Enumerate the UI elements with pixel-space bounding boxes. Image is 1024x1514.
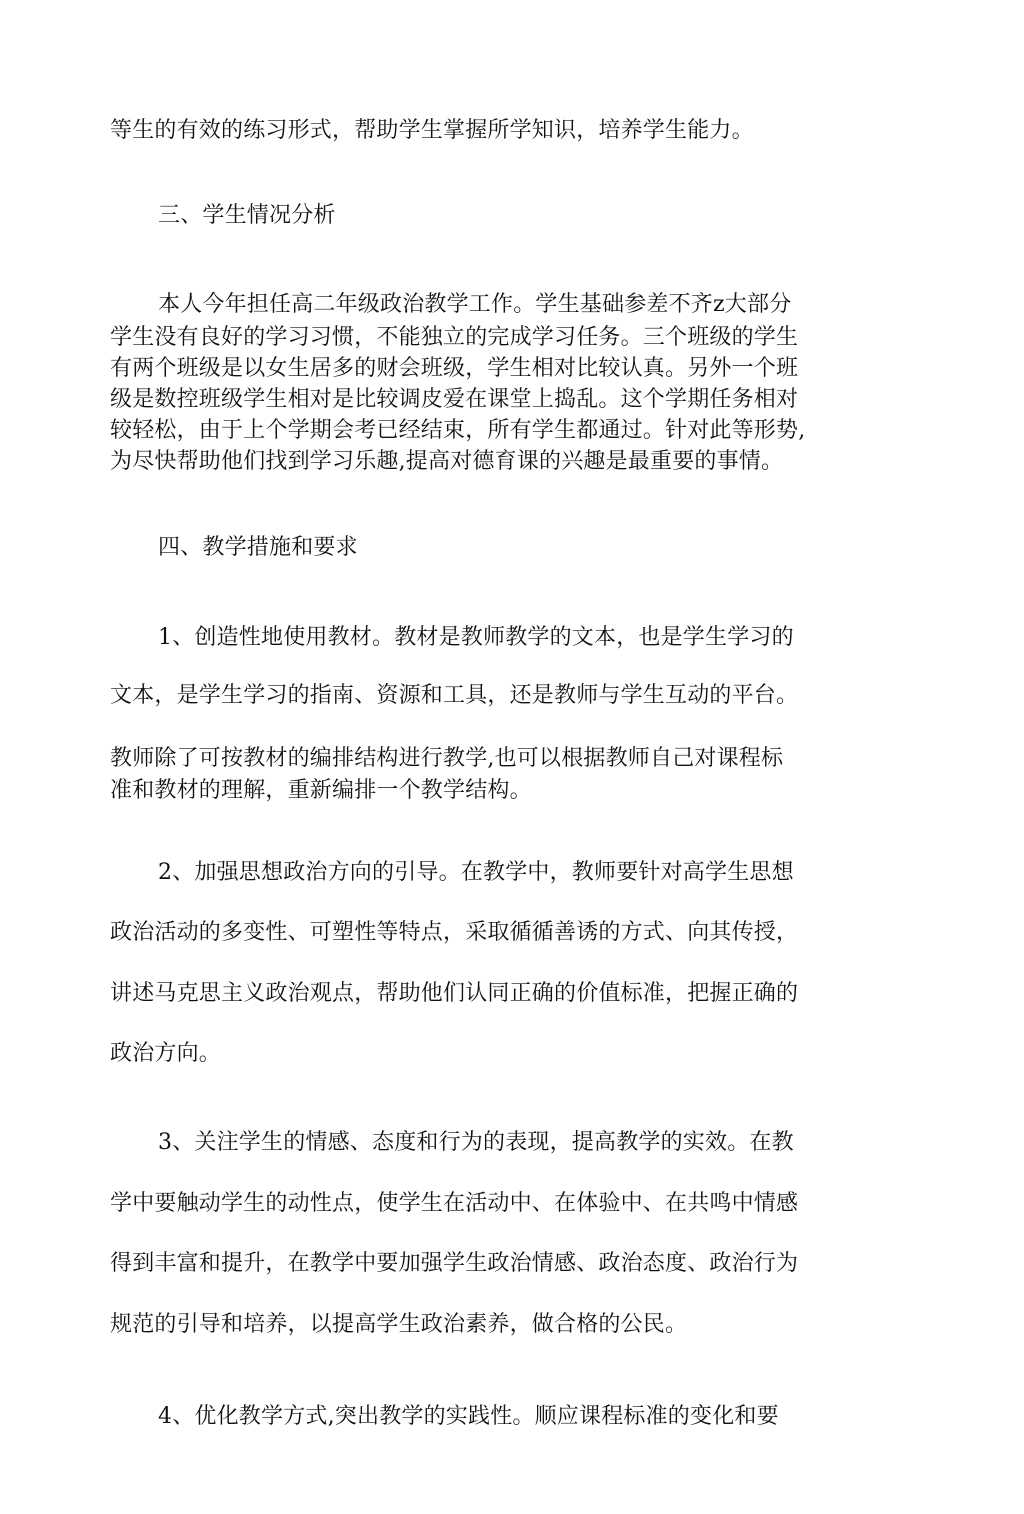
text-line: 准和教材的理解，重新编排一个教学结构。 [110, 778, 532, 803]
text-line: 规范的引导和培养，以提高学生政治素养，做合格的公民。 [110, 1312, 688, 1337]
text-line: 学生没有良好的学习习惯，不能独立的完成学习任务。三个班级的学生 [110, 325, 799, 350]
text-line: 1、创造性地使用教材。教材是教师教学的文本，也是学生学习的 [158, 625, 794, 650]
text-line: 文本，是学生学习的指南、资源和工具，还是教师与学生互动的平台。 [110, 683, 799, 708]
text-line: 讲述马克思主义政治观点，帮助他们认同正确的价值标准，把握正确的 [110, 981, 799, 1006]
text-line: 有两个班级是以女生居多的财会班级，学生相对比较认真。另外一个班 [110, 356, 799, 381]
text-line: 政治活动的多变性、可塑性等特点，采取循循善诱的方式、向其传授， [110, 920, 799, 945]
section-heading: 四、教学措施和要求 [158, 535, 358, 560]
text-line: 较轻松，由于上个学期会考已经结束，所有学生都通过。针对此等形势, [110, 418, 806, 443]
section-heading: 三、学生情况分析 [158, 203, 336, 228]
text-line: 4、优化教学方式,突出教学的实践性。顺应课程标准的变化和要 [158, 1404, 779, 1429]
text-line: 级是数控班级学生相对是比较调皮爱在课堂上捣乱。这个学期任务相对 [110, 387, 799, 412]
text-line: 学中要触动学生的动性点，使学生在活动中、在体验中、在共鸣中情感 [110, 1191, 799, 1216]
text-line: 教师除了可按教材的编排结构进行教学,也可以根据教师自己对课程标 [110, 746, 784, 771]
text-line: 为尽快帮助他们找到学习乐趣,提高对德育课的兴趣是最重要的事情。 [110, 449, 784, 474]
text-line: 本人今年担任高二年级政治教学工作。学生基础参差不齐z大部分 [158, 292, 792, 317]
text-line: 3、关注学生的情感、态度和行为的表现，提高教学的实效。在教 [158, 1130, 794, 1155]
text-line: 2、加强思想政治方向的引导。在教学中，教师要针对高学生思想 [158, 860, 794, 885]
text-line: 政治方向。 [110, 1041, 222, 1066]
text-line: 得到丰富和提升，在教学中要加强学生政治情感、政治态度、政治行为 [110, 1251, 799, 1276]
text-line: 等生的有效的练习形式，帮助学生掌握所学知识，培养学生能力。 [110, 118, 754, 143]
